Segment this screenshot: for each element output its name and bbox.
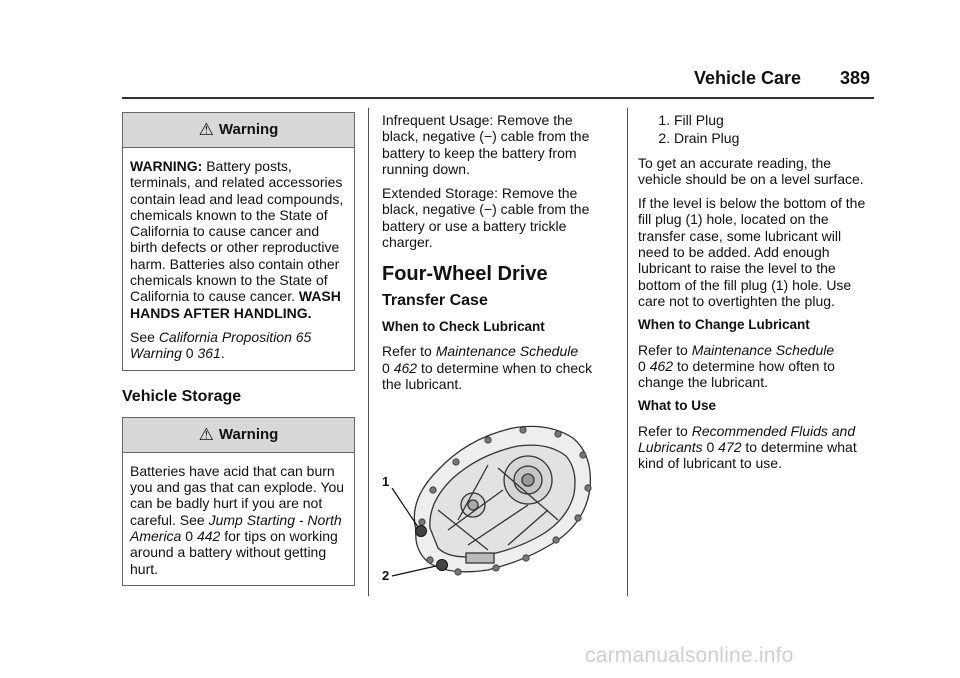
change-lubricant-tail: to determine how often to change the lubricant. (638, 357, 835, 391)
page-ref[interactable]: 472 (718, 439, 742, 456)
see-reference (130, 329, 347, 362)
column-divider-left (368, 108, 369, 596)
see-end: . (220, 345, 225, 362)
fill-level-text: If the level is below the bottom of the fill plug (1) hole, located on the transfer case, some lubricant will need to be added. Add enough lubricant to raise the level to the bottom of the fill plug (1) hole. Use care not to overtighten the plug. (638, 195, 866, 309)
section-title-vehicle-storage: Vehicle Storage (122, 387, 242, 405)
warning-heading-label: Warning (218, 120, 279, 138)
transfer-case-drawing (378, 410, 606, 588)
subheading-change-lubricant: When to Change Lubricant (638, 317, 810, 333)
page-header (660, 64, 870, 92)
warning-heading (123, 113, 354, 148)
refer-to-label: Refer to (382, 343, 432, 360)
callout-2: 2 (382, 568, 390, 583)
warning-body-text: Batteries have acid that can burn you and gas that can explode. You can be badly hurt if you are not careful. See (130, 462, 345, 528)
header-rule (122, 97, 874, 99)
fill-plug-marker (416, 526, 427, 537)
page-number: 389 (839, 68, 870, 88)
subheading-what-to-use: What to Use (638, 398, 717, 414)
page-ref[interactable]: 442 (196, 528, 221, 545)
column-divider-right (627, 108, 628, 596)
warning-heading (123, 418, 354, 453)
header-title: Vehicle Care (694, 68, 802, 88)
jump-starting-link[interactable]: Jump Starting - North America (130, 511, 342, 545)
plug-legend-list (638, 112, 874, 147)
check-lubricant-tail: to determine when to check the lubricant. (382, 359, 593, 392)
prop65-link[interactable]: California Proposition 65 Warning (130, 328, 312, 362)
maintenance-schedule-link[interactable]: Maintenance Schedule (691, 341, 835, 358)
see-label: See (130, 328, 155, 345)
callout-1: 1 (382, 474, 390, 489)
warning-text (130, 463, 347, 577)
warning-text (130, 158, 347, 321)
site-watermark: carmanualsonline.info (585, 644, 794, 667)
warning-box-battery-lead (122, 112, 355, 371)
infrequent-usage-text: Infrequent Usage: Remove the black, negative (−) cable from the battery to keep the battery from running down. (382, 112, 590, 177)
warning-body (123, 148, 354, 370)
column-3 (638, 112, 874, 480)
check-lubricant-text (382, 343, 604, 392)
page-ref[interactable]: 361 (197, 345, 221, 362)
subheading-check-lubricant: When to Check Lubricant (382, 318, 545, 334)
refer-to-label: Refer to (638, 341, 688, 358)
page-ref-icon: 0 (638, 357, 646, 374)
page-ref[interactable]: 462 (649, 357, 674, 374)
list-item: 1. Fill Plug (674, 112, 874, 128)
warning-body-text: Battery posts, terminals, and related accessories contain lead and lead compounds, chemicals known to the State of California to cause cancer and birth defects or other reproductive harm. Batteries also contain other chemicals known to the State of California to cause cancer. (130, 158, 344, 305)
warning-icon: ⚠ (198, 119, 214, 139)
page-ref-icon: 0 (185, 528, 194, 545)
recommended-fluids-link[interactable]: Recommended Fluids and Lubricants (638, 422, 856, 456)
warning-tail-text: for tips on working around a battery without getting hurt. (130, 528, 338, 577)
warning-box-battery-acid (122, 417, 355, 586)
page-ref-icon: 0 (382, 359, 390, 376)
column-1 (122, 112, 355, 600)
extended-storage-text: Extended Storage: Remove the black, negative (−) cable from the battery or use a battery trickle charger. (382, 185, 590, 251)
list-item: 2. Drain Plug (674, 130, 874, 146)
drain-plug-marker (437, 560, 448, 571)
what-to-use-tail: to determine what kind of lubricant to use. (638, 439, 857, 472)
page-ref-icon: 0 (185, 345, 194, 362)
warning-caps: WASH HANDS AFTER HANDLING. (130, 288, 341, 321)
column-2 (382, 112, 604, 400)
section-title-four-wheel-drive: Four-Wheel Drive (382, 263, 548, 286)
warning-heading-label: Warning (218, 425, 279, 443)
page-ref[interactable]: 462 (393, 359, 418, 376)
warning-body (123, 453, 354, 585)
transfer-case-illustration (378, 410, 606, 588)
change-lubricant-text (638, 342, 874, 391)
subsection-title-transfer-case: Transfer Case (382, 291, 488, 309)
page-ref-icon: 0 (706, 439, 715, 456)
what-to-use-text (638, 423, 874, 472)
accurate-reading-text: To get an accurate reading, the vehicle should be on a level surface. (638, 154, 864, 187)
warning-label: WARNING: (130, 158, 203, 174)
warning-icon: ⚠ (198, 424, 214, 444)
refer-to-label: Refer to (638, 422, 688, 439)
maintenance-schedule-link[interactable]: Maintenance Schedule (435, 343, 579, 360)
